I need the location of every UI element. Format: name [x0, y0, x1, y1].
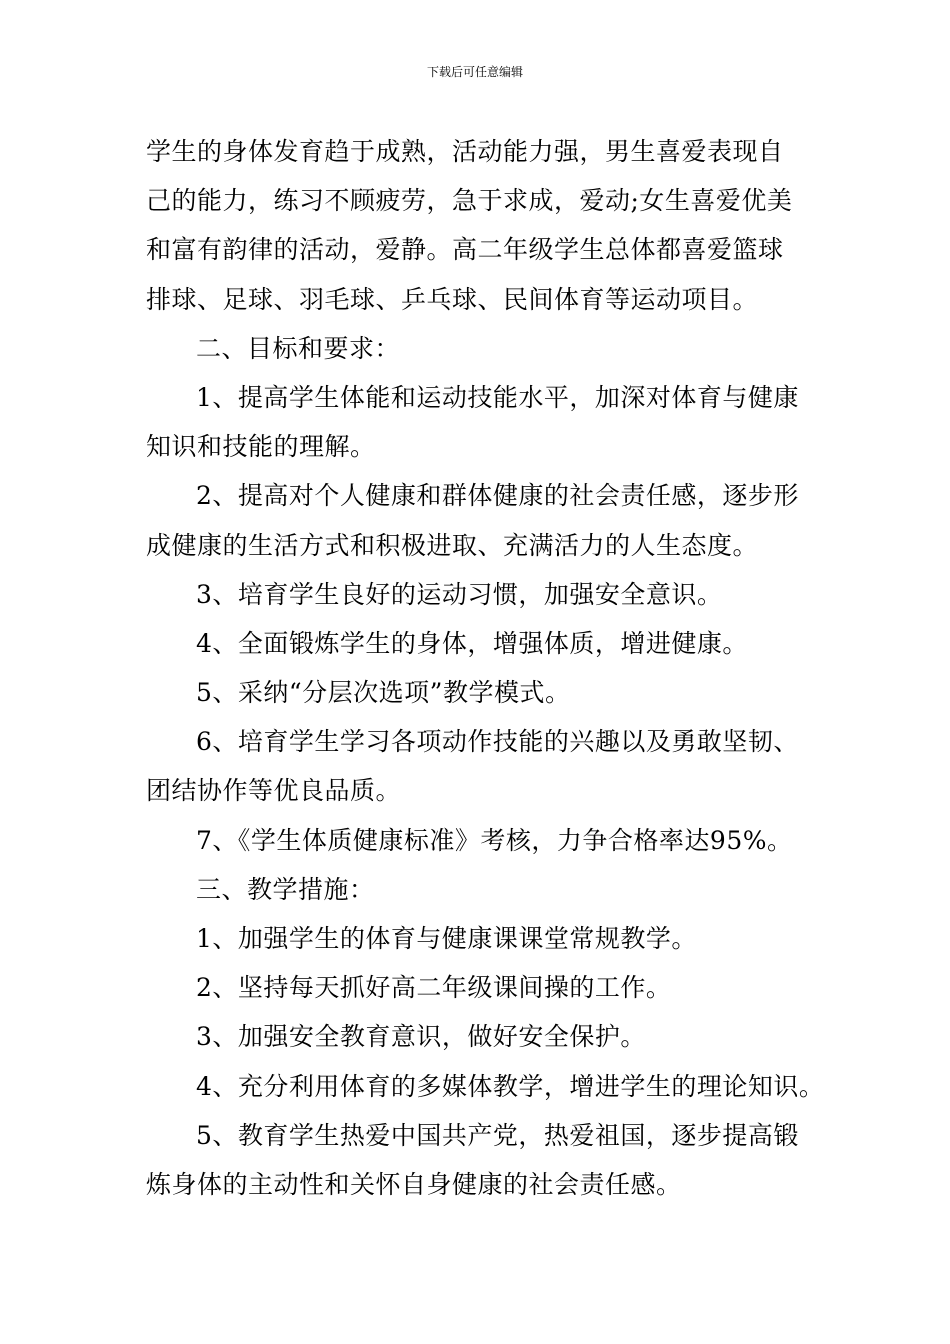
- text-line: 团结协作等优良品质。: [146, 776, 402, 806]
- text-line: 知识和技能的理解。: [146, 432, 376, 462]
- list-item: 4、全面锻炼学生的身体，增强体质，增进健康。: [196, 628, 748, 658]
- section-heading: 二、目标和要求：: [196, 333, 401, 363]
- text-line: 成健康的生活方式和积极进取、充满活力的人生态度。: [146, 530, 759, 560]
- page-header: 下载后可任意编辑: [426, 65, 523, 79]
- text-line: 学生的身体发育趋于成熟，活动能力强，男生喜爱表现自: [146, 137, 784, 166]
- list-item: 5、采纳“分层次选项”教学模式。: [196, 678, 571, 708]
- list-item: 7、《学生体质健康标准》考核，力争合格率达95%。: [196, 825, 793, 855]
- list-item: 1、提高学生体能和运动技能水平，加深对体育与健康: [196, 382, 799, 412]
- text-line: 己的能力，练习不顾疲劳，急于求成，爱动;女生喜爱优美: [146, 186, 793, 216]
- text-line: 和富有韵律的活动，爱静。高二年级学生总体都喜爱篮球: [146, 235, 784, 265]
- document-body: [146, 127, 825, 1209]
- list-item: 6、培育学生学习各项动作技能的兴趣以及勇敢坚韧、: [196, 727, 799, 757]
- text-line: 炼身体的主动性和关怀自身健康的社会责任感。: [146, 1169, 682, 1199]
- list-item: 2、坚持每天抓好高二年级课间操的工作。: [196, 973, 672, 1003]
- text-line: 排球、足球、羽毛球、乒乓球、民间体育等运动项目。: [146, 284, 759, 314]
- list-item: 3、培育学生良好的运动习惯，加强安全意识。: [196, 579, 723, 609]
- list-item: 1、加强学生的体育与健康课课堂常规教学。: [196, 924, 697, 953]
- list-item: 4、充分利用体育的多媒体教学，增进学生的理论知识。: [196, 1071, 825, 1101]
- list-item: 5、教育学生热爱中国共产党，热爱祖国，逐步提高锻: [196, 1120, 799, 1150]
- list-item: 2、提高对个人健康和群体健康的社会责任感，逐步形: [196, 481, 799, 511]
- section-heading: 三、教学措施：: [196, 874, 375, 904]
- list-item: 3、加强安全教育意识，做好安全保护。: [196, 1022, 646, 1052]
